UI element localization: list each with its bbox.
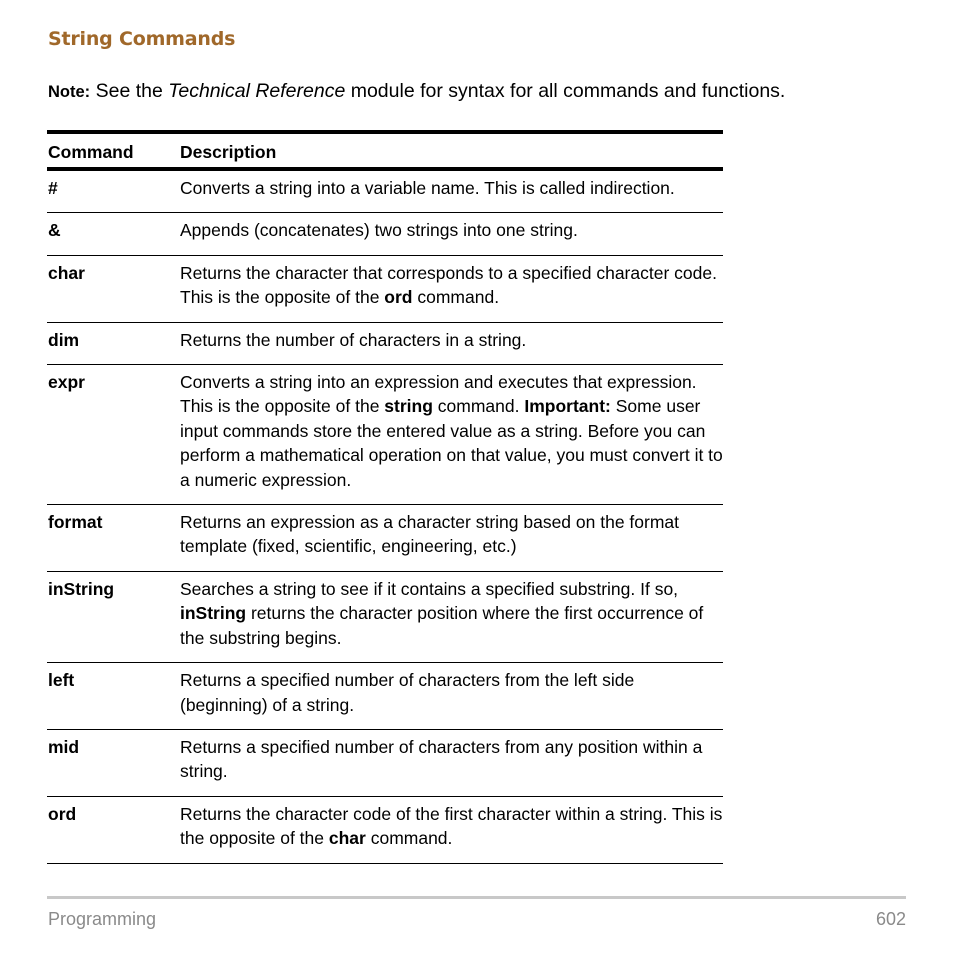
description-text: Searches a string to see if it contains a specified substring. If so, [180,578,679,599]
description-text: Returns the number of characters in a string. [180,329,527,350]
table-body [47,171,723,864]
bold-term: Important: [524,396,611,417]
command-description [180,668,723,717]
description-text: command. [412,287,500,308]
note-label: Note: [48,83,91,101]
table-row [47,365,723,505]
command-description [180,735,723,784]
table-row [47,572,723,663]
description-text: Returns the character code of the first character within a string. This is the opposite of the [180,803,723,849]
command-description [180,802,723,851]
description-text: command. [432,396,525,417]
footer-divider [47,896,906,899]
command-description [180,218,723,242]
command-description [180,370,723,492]
description-text: Returns a specified number of characters from the left side (beginning) of a string. [180,670,635,715]
command-description [180,261,723,310]
note-text-post: module for syntax for all commands and functions. [345,80,786,102]
description-text: Some user input commands store the entered value as a string. Before you can perform a mathematical operation on that value, you must convert it to a numeric expression. [180,396,723,490]
bold-term: ord [384,287,413,308]
command-name: dim [48,329,80,350]
table-row [47,505,723,572]
table-row [47,213,723,255]
command-name: # [48,178,58,198]
command-name: ord [48,803,77,824]
command-description [180,510,723,559]
command-name: & [48,220,61,241]
bold-term: inString [180,603,247,624]
command-description [180,577,723,650]
header-description: Description [180,142,277,162]
table-row [47,323,723,365]
description-text: Returns the character that corresponds to a specified character code. This is the opposite of the [180,262,717,308]
table-row [47,171,723,213]
page-number: 602 [875,909,906,929]
description-text: Returns a specified number of characters from any position within a string. [180,736,703,782]
description-text: Converts a string into an expression and executes that expression. This is the opposite of the [180,372,697,417]
note-paragraph [48,79,785,104]
description-text: command. [365,828,453,849]
footer-section-name: Programming [48,909,157,929]
string-commands-table [47,130,723,864]
command-name: char [48,262,85,283]
description-text: Returns an expression as a character string based on the format template (fixed, scientific, engineering, etc.) [180,512,680,557]
table-row [47,663,723,730]
command-name: mid [48,736,80,757]
note-text-pre: See the [90,80,169,102]
description-text: Converts a string into a variable name. This is called indirection. [180,178,675,198]
command-name: expr [48,372,85,393]
note-emphasis: Technical Reference [168,80,346,102]
bold-term: char [328,828,366,849]
header-command: Command [48,142,134,162]
command-description [180,328,723,352]
table-row [47,256,723,323]
bold-term: string [384,396,433,417]
section-title: String Commands [48,28,236,50]
command-name: left [48,670,75,691]
command-name: inString [48,578,115,599]
table-row [47,797,723,864]
description-text: returns the character position where the first occurrence of the substring begins. [180,603,704,648]
table-row [47,730,723,797]
description-text: Appends (concatenates) two strings into one string. [180,220,578,241]
table-header [47,134,723,171]
command-name: format [48,512,103,533]
command-description [180,176,723,200]
